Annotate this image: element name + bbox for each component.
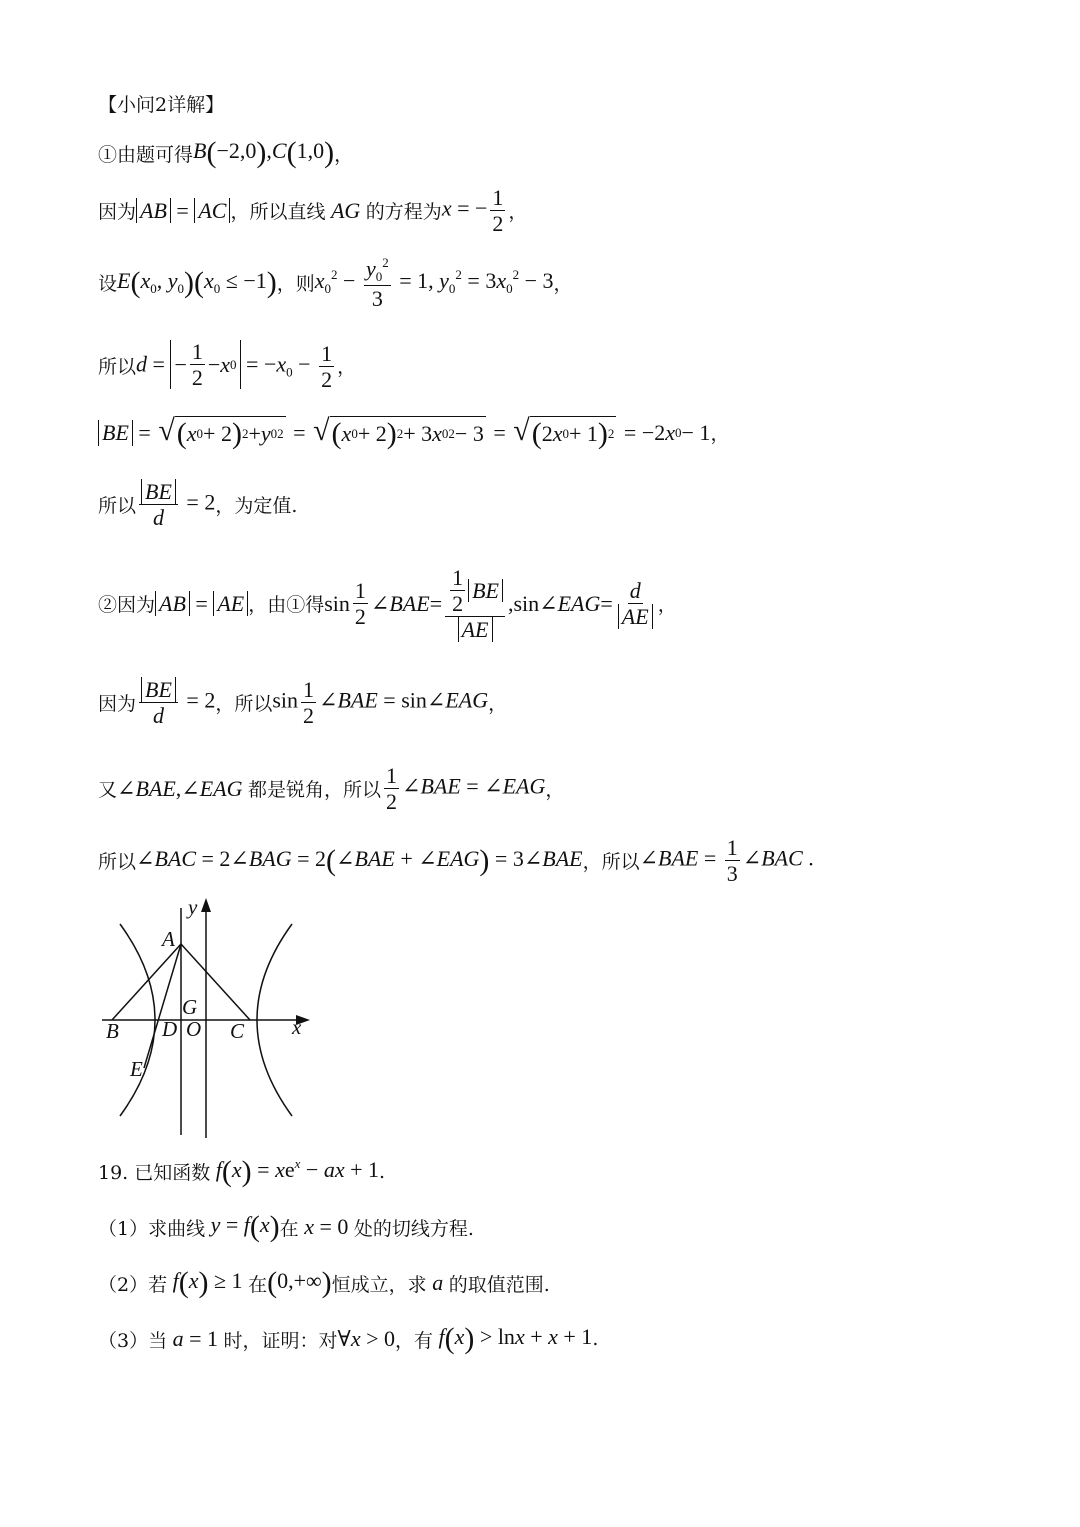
question-19-stem: 19. 已知函数 $f(x) = xe^x$ − ax + 1 .	[98, 1155, 386, 1188]
solution-line-2: 因为 AB = AC ，所以直线 AG 的方程为 x = − $\frac{1}{2}$ ，	[98, 185, 528, 237]
question-19-part-3: （3）当 a = 1 时，证明：对 ∀x > 0 ，有 f(x) > lnx + x + 1 .	[98, 1322, 599, 1355]
question-19-part-1: （1）求曲线 y = f(x) 在 x = 0 处的切线方程.	[98, 1210, 474, 1243]
solution-line-10: 所以 ∠BAC = 2∠BAG = 2(∠BAE + ∠EAG) = 3∠BAE ，所以 ∠BAE = $\frac{1}{3}$ ∠BAC .	[98, 835, 814, 887]
label-b: B	[106, 1019, 119, 1043]
y-axis-arrow	[201, 898, 211, 912]
segment-ae	[144, 944, 181, 1068]
label-c: C	[230, 1019, 245, 1043]
label-d: D	[162, 1017, 178, 1041]
label-o: O	[186, 1017, 202, 1041]
label-e: E	[130, 1057, 143, 1081]
solution-line-9: 又 ∠BAE,∠EAG 都是锐角，所以 $\frac{1}{2}$ ∠BAE = ∠EAG ，	[98, 763, 565, 815]
label-x: x	[292, 1015, 302, 1039]
solution-line-1: ①由题可得 B(−2,0),C(1,0) ，	[98, 136, 354, 169]
solution-line-5: BE = √ ( x 0 + 2 ) 2 + y 0 2 = √ ( x 0 + 2 ) 2 + 3 x 0 2 − 3 = √ ( 2 x 0 + 1 ) 2 = −2 x 0 − 1 ，	[98, 416, 729, 449]
solution-line-6: 所以 $\frac{BE}{d}$ = 2 ，为定值.	[98, 479, 298, 531]
solution-line-7: ②因为 AB = AE ，由①得 sin $\frac{1}{2}$ ∠ BAE = $\frac{1}{2}$ BE AE ,sin∠ EAG = $\frac{d}{AE}$ ，	[98, 565, 677, 643]
section-heading: 【小问2详解】	[98, 94, 225, 116]
segment-ab	[112, 944, 181, 1020]
solution-line-3: 设 $E(x_0$, $y_0)(x_0 \le -1)$ ，则 $x_0^2$ − $\frac{y_0^2}{3}$ = 1, $y_0^2 = 3x_0^2 - 3$ ，	[98, 255, 573, 311]
label-a: A	[162, 927, 175, 951]
label-y: y	[188, 895, 198, 919]
label-g: G	[182, 995, 198, 1019]
question-19-part-2: （2）若 f(x) ≥ 1 在 (0,+∞) 恒成立，求 a 的取值范围.	[98, 1266, 550, 1299]
solution-line-8: 因为 $\frac{BE}{d}$ = 2 ，所以 sin $\frac{1}{2}$ ∠BAE = sin∠EAG ，	[98, 677, 508, 729]
hyperbola-figure	[98, 890, 328, 1140]
solution-line-4: 所以 d = − $\frac{1}{2}$ − x 0 = $-x_0$ − $\frac{1}{2}$ ，	[98, 339, 357, 393]
